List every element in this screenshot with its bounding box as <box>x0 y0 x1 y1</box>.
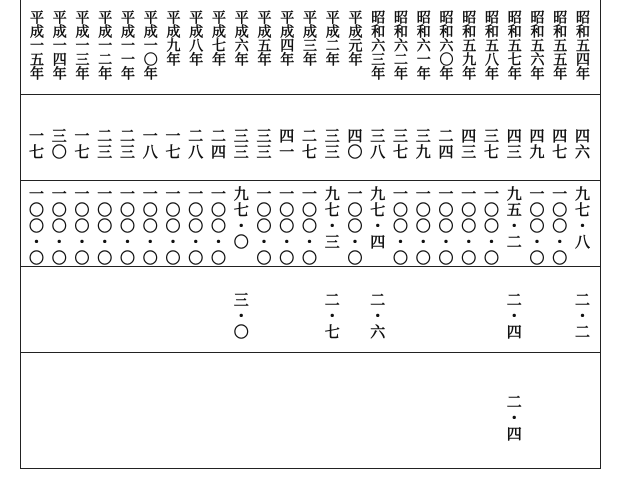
percent-cell <box>163 186 183 266</box>
percent-cell <box>390 186 410 266</box>
percent-cell <box>140 186 160 266</box>
count-cell <box>436 128 456 160</box>
percent-cell <box>72 186 92 266</box>
year-header-text: 平成一三年 <box>73 10 90 80</box>
year-header <box>94 10 114 80</box>
count-cell <box>390 128 410 160</box>
percent-cell <box>504 186 524 250</box>
count-cell-text: 四〇 <box>345 128 364 160</box>
percent-cell-text: 一〇〇・〇 <box>95 186 114 266</box>
percent-cell-text: 九七・八 <box>573 186 591 250</box>
year-header-text: 平成六年 <box>232 10 249 66</box>
count-cell <box>299 128 319 160</box>
percent-cell-text: 一〇〇・〇 <box>459 186 478 266</box>
year-header-text: 平成一一年 <box>119 10 135 80</box>
count-cell-text: 一七 <box>72 128 91 160</box>
count-cell-text: 一八 <box>140 128 159 160</box>
percent-cell-text: 九七・〇 <box>231 186 250 250</box>
percent-cell-text: 一〇〇・〇 <box>550 186 569 266</box>
percent-cell-text: 一〇〇・〇 <box>300 186 318 266</box>
percent-cell-2-text: 二・七 <box>322 292 341 340</box>
percent-cell-text: 一〇〇・〇 <box>527 186 546 266</box>
count-cell <box>254 128 274 160</box>
year-header-text: 昭和五九年 <box>460 10 477 80</box>
percent-cell-text: 一〇〇・〇 <box>118 186 136 266</box>
percent-cell-text: 一〇〇・〇 <box>186 186 205 266</box>
percent-cell-text: 一〇〇・〇 <box>345 186 364 266</box>
count-cell-text: 四三 <box>504 128 523 160</box>
count-cell-text: 二四 <box>209 128 227 160</box>
count-cell <box>413 128 433 160</box>
count-cell <box>94 128 114 160</box>
count-cell <box>504 128 524 160</box>
count-cell <box>231 128 251 160</box>
year-header-text: 昭和六一年 <box>414 10 431 80</box>
year-header <box>481 10 501 80</box>
year-header <box>231 10 251 66</box>
count-cell <box>140 128 160 160</box>
percent-cell <box>231 186 251 250</box>
percent-cell <box>527 186 547 266</box>
count-cell <box>276 128 296 160</box>
row-divider <box>20 352 600 353</box>
year-header <box>72 10 92 80</box>
year-header-text: 平成一四年 <box>50 10 67 80</box>
year-header-text: 昭和六三年 <box>369 10 386 80</box>
year-header-text: 平成五年 <box>255 10 272 66</box>
percent-cell-text: 九七・三 <box>322 186 341 250</box>
percent-cell-2 <box>572 292 592 340</box>
percent-cell <box>322 186 342 250</box>
percent-cell-text: 一〇〇・〇 <box>277 186 296 266</box>
percent-cell-2 <box>504 292 524 340</box>
percent-cell <box>549 186 569 266</box>
count-cell-text: 三九 <box>413 128 432 160</box>
year-header-text: 昭和五八年 <box>483 10 499 80</box>
percent-cell <box>436 186 456 266</box>
row-divider <box>20 94 600 95</box>
year-header <box>345 10 365 66</box>
percent-cell-text: 一〇〇・〇 <box>27 186 45 266</box>
year-header <box>322 10 342 66</box>
percent-cell <box>117 186 137 266</box>
count-cell <box>572 128 592 160</box>
year-header-text: 平成四年 <box>278 10 295 66</box>
percent-cell-2-text: 二・四 <box>504 292 523 340</box>
count-cell <box>49 128 69 160</box>
count-cell-text: 二四 <box>436 128 455 160</box>
percent-cell <box>185 186 205 266</box>
percent-cell-2 <box>322 292 342 340</box>
year-header <box>458 10 478 80</box>
year-header-text: 平成七年 <box>210 10 226 66</box>
year-header-text: 平成三年 <box>301 10 317 66</box>
percent-cell <box>94 186 114 266</box>
percent-cell-text: 一〇〇・〇 <box>140 186 159 266</box>
percent-cell-text: 一〇〇・〇 <box>482 186 500 266</box>
percent-cell <box>299 186 319 266</box>
year-header-text: 平成八年 <box>187 10 204 66</box>
count-cell-text: 二七 <box>300 128 318 160</box>
count-cell <box>367 128 387 160</box>
year-header-text: 平成一五年 <box>28 10 44 80</box>
year-header <box>163 10 183 66</box>
year-header-text: 平成一〇年 <box>141 10 158 80</box>
percent-cell-text: 一〇〇・〇 <box>254 186 273 266</box>
count-cell-text: 三三 <box>254 128 273 160</box>
year-header-text: 昭和六〇年 <box>437 10 454 80</box>
count-cell <box>117 128 137 160</box>
year-header <box>254 10 274 66</box>
percent-cell <box>276 186 296 266</box>
percent-cell <box>458 186 478 266</box>
year-header-text: 平成一二年 <box>96 10 113 80</box>
year-header <box>572 10 592 80</box>
year-header <box>49 10 69 80</box>
percent-cell-text: 一〇〇・〇 <box>391 186 409 266</box>
year-header <box>527 10 547 80</box>
count-cell <box>163 128 183 160</box>
year-header <box>549 10 569 80</box>
year-header-text: 昭和五四年 <box>574 10 590 80</box>
count-cell-text: 四六 <box>573 128 591 160</box>
count-cell <box>185 128 205 160</box>
percent-cell-2 <box>231 292 251 340</box>
count-cell-text: 三七 <box>482 128 500 160</box>
percent-cell <box>367 186 387 250</box>
count-cell <box>345 128 365 160</box>
year-header <box>413 10 433 80</box>
year-header <box>299 10 319 66</box>
count-cell-text: 二八 <box>186 128 205 160</box>
year-header <box>185 10 205 66</box>
percent-cell <box>49 186 69 266</box>
count-cell <box>549 128 569 160</box>
count-cell-text: 一七 <box>27 128 45 160</box>
percent-cell-text: 一〇〇・〇 <box>209 186 227 266</box>
year-header <box>367 10 387 80</box>
percent-cell <box>572 186 592 250</box>
count-cell-text: 三八 <box>368 128 387 160</box>
percent-cell-3 <box>504 394 524 442</box>
percent-cell <box>413 186 433 266</box>
percent-cell-text: 一〇〇・〇 <box>49 186 68 266</box>
percent-cell <box>26 186 46 266</box>
year-header <box>208 10 228 66</box>
count-cell <box>208 128 228 160</box>
count-cell <box>481 128 501 160</box>
row-divider <box>20 180 600 181</box>
row-divider <box>20 266 600 267</box>
percent-cell <box>254 186 274 266</box>
count-cell-text: 一七 <box>163 128 182 160</box>
year-header-text: 昭和五七年 <box>505 10 522 80</box>
count-cell <box>26 128 46 160</box>
count-cell <box>72 128 92 160</box>
percent-cell-2-text: 三・〇 <box>231 292 250 340</box>
count-cell-text: 三七 <box>391 128 409 160</box>
count-cell-text: 二三 <box>95 128 114 160</box>
percent-cell <box>481 186 501 266</box>
count-cell-text: 四九 <box>527 128 546 160</box>
year-header <box>504 10 524 80</box>
percent-cell <box>208 186 228 266</box>
percent-cell-text: 一〇〇・〇 <box>163 186 182 266</box>
percent-cell-text: 一〇〇・〇 <box>436 186 455 266</box>
percent-cell <box>345 186 365 266</box>
percent-cell-2 <box>367 292 387 340</box>
year-header <box>140 10 160 80</box>
year-header-text: 昭和五六年 <box>528 10 545 80</box>
count-cell <box>527 128 547 160</box>
year-header <box>436 10 456 80</box>
year-header <box>117 10 137 80</box>
year-header <box>276 10 296 66</box>
percent-cell-text: 九五・二 <box>504 186 523 250</box>
year-header <box>26 10 46 80</box>
percent-cell-text: 一〇〇・〇 <box>413 186 432 266</box>
count-cell-text: 四七 <box>550 128 569 160</box>
count-cell-text: 四一 <box>277 128 296 160</box>
percent-cell-2-text: 二・六 <box>368 292 387 340</box>
count-cell <box>322 128 342 160</box>
percent-cell-2-text: 二・二 <box>573 292 591 340</box>
count-cell-text: 二三 <box>118 128 136 160</box>
count-cell-text: 三三 <box>231 128 250 160</box>
percent-cell-3-text: 二・四 <box>504 394 523 442</box>
percent-cell-text: 一〇〇・〇 <box>72 186 91 266</box>
year-header-text: 昭和六二年 <box>392 10 408 80</box>
year-header-text: 平成元年 <box>346 10 363 66</box>
year-header-text: 昭和五五年 <box>551 10 568 80</box>
count-cell-text: 三三 <box>322 128 341 160</box>
year-header <box>390 10 410 80</box>
count-cell-text: 三〇 <box>49 128 68 160</box>
year-header-text: 平成九年 <box>164 10 181 66</box>
count-cell-text: 四三 <box>459 128 478 160</box>
percent-cell-text: 九七・四 <box>368 186 387 250</box>
count-cell <box>458 128 478 160</box>
year-header-text: 平成二年 <box>323 10 340 66</box>
